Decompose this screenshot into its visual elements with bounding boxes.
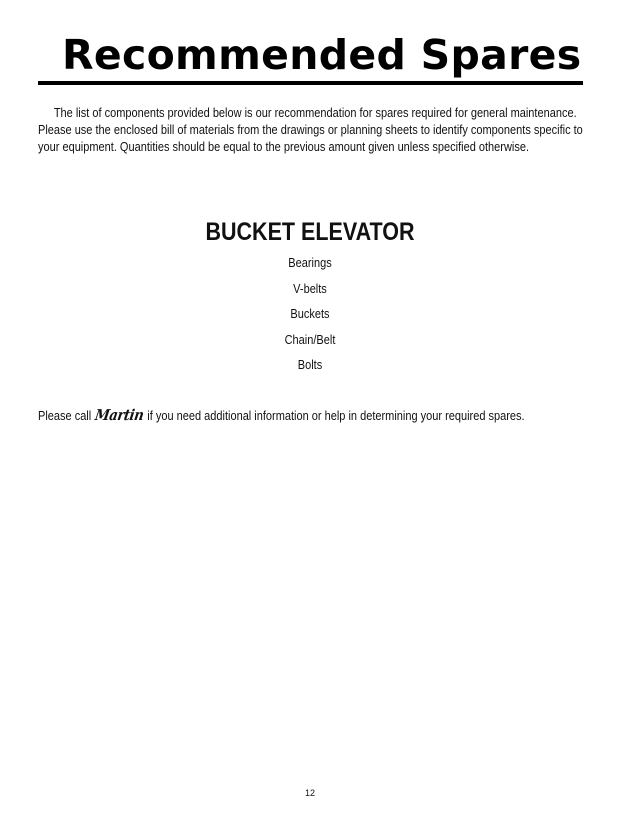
closing-prefix: Please call xyxy=(38,409,92,423)
section-heading: BUCKET ELEVATOR xyxy=(205,218,415,246)
list-item: Bearings xyxy=(288,256,332,270)
intro-paragraph: The list of components provided below is our recommendation for spares required for general maintenance. Please use the enclosed bill of materials from the drawings or planning sheets to identify components specific to your equipment. Quantities should be equal to the previous amount given unless specified otherwise. xyxy=(38,106,583,154)
martin-logo: Martin xyxy=(93,406,145,424)
title-underline xyxy=(38,81,583,85)
list-item: Bolts xyxy=(297,358,323,372)
list-item: Buckets xyxy=(290,307,330,321)
closing-paragraph xyxy=(38,406,525,425)
page-title: Recommended Spares xyxy=(62,31,582,79)
closing-suffix: if you need additional information or help in determining your required spares. xyxy=(147,409,525,423)
list-item: Chain/Belt xyxy=(284,332,336,347)
page-number: 12 xyxy=(304,788,315,798)
spares-list xyxy=(0,253,620,381)
list-item: V-belts xyxy=(293,281,327,296)
